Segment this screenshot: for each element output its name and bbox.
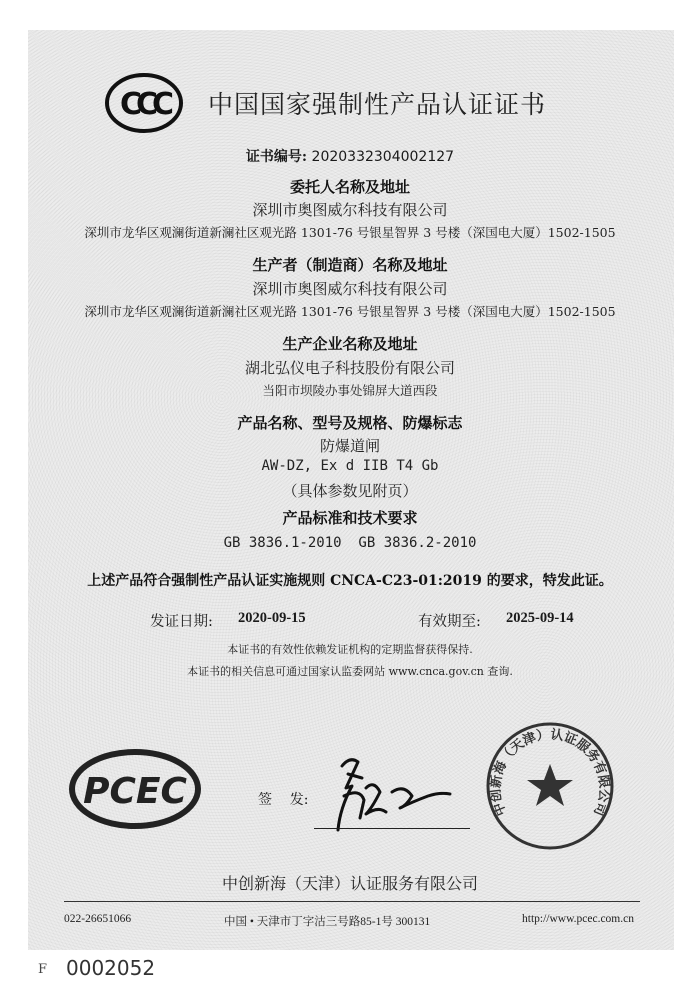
factory-name: 湖北弘仪电子科技股份有限公司 [244,359,455,377]
certificate-number: 2020332304002127 [311,149,455,165]
footer-address: 中国 • 天津市丁字沽三号路85-1号 300131 [224,916,431,928]
certificate-title: 中国国家强制性产品认证证书 [208,90,547,119]
pcec-logo [68,748,202,830]
signature-label: 签 发: [258,792,309,808]
manufacturer-address: 深圳市龙华区观澜街道新澜社区观光路 1301-76 号银星智界 3 号楼（深国电大厦）1502-1505 [84,304,616,319]
serial-prefix: F [38,962,48,977]
signature [300,748,460,838]
client-name: 深圳市奥图威尔科技有限公司 [252,201,448,219]
footer-website[interactable]: http://www.pcec.com.cn [522,913,634,925]
footer-divider [64,901,640,902]
factory-address: 当阳市坝陵办事处锦屏大道西段 [262,383,438,398]
certification-statement: 上述产品符合强制性产品认证实施规则 CNCA-C23-01:2019 的要求，特发此证。 [87,573,613,589]
factory-header: 生产企业名称及地址 [282,335,418,353]
serial-number: 0002052 [66,956,156,980]
manufacturer-header: 生产者（制造商）名称及地址 [252,256,448,274]
client-address: 深圳市龙华区观澜街道新澜社区观光路 1301-76 号银星智界 3 号楼（深国电大厦）1502-1505 [84,225,616,240]
issue-date: 2020-09-15 [238,610,306,626]
expiry-date-label: 有效期至: [418,614,481,630]
standards-value: GB 3836.1-2010 GB 3836.2-2010 [223,535,477,551]
product-note: （具体参数见附页） [282,482,418,500]
issue-date-label: 发证日期: [150,614,213,630]
svg-text:CCC: CCC [119,87,169,122]
footer-phone: 022-26651066 [64,913,132,925]
product-model: AW-DZ, Ex d IIB T4 Gb [261,458,439,474]
product-header: 产品名称、型号及规格、防爆标志 [237,414,463,432]
svg-text:PCEC: PCEC [83,771,187,812]
manufacturer-name: 深圳市奥图威尔科技有限公司 [252,280,448,298]
ccc-logo [104,72,184,134]
signature-line [314,828,470,829]
issuing-organization: 中创新海（天津）认证服务有限公司 [221,874,478,893]
svg-text:中创新海（天津）认证服务有限公司: 中创新海（天津）认证服务有限公司 [488,727,612,818]
certificate-number-row [0,146,700,166]
standards-header: 产品标准和技术要求 [282,509,418,527]
client-header: 委托人名称及地址 [289,178,410,196]
validity-note: 本证书的有效性依赖发证机构的定期监督获得保持. [227,643,473,656]
official-seal [484,720,616,852]
query-note: 本证书的相关信息可通过国家认监委网站 www.cnca.gov.cn 查询. [187,665,513,678]
expiry-date: 2025-09-14 [506,610,574,626]
product-name: 防爆道闸 [319,437,380,455]
certificate-number-label: 证书编号: [245,149,308,165]
